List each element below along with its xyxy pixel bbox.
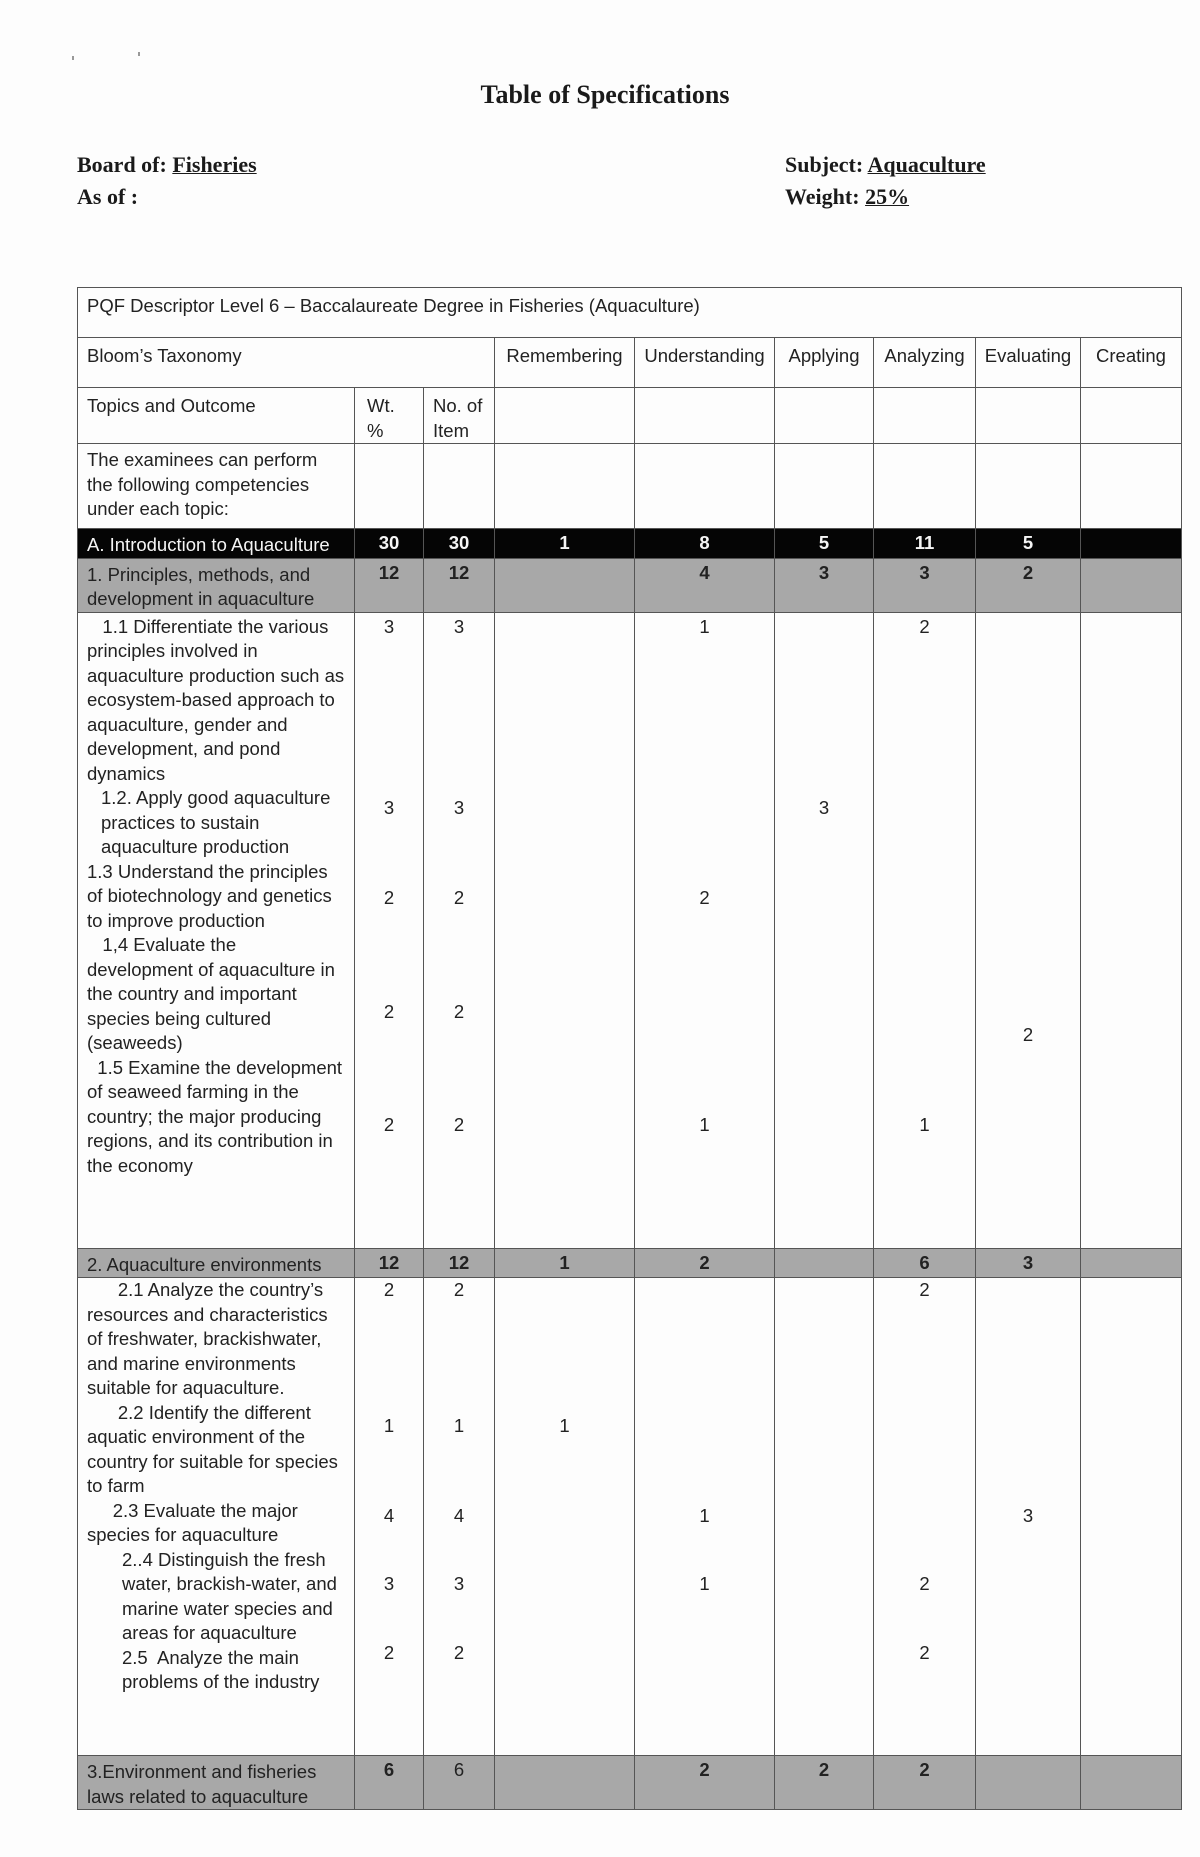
empty-cell [495, 444, 635, 529]
topic-2-creating-column [1081, 1278, 1182, 1756]
outcome-1-2-items: 3 [453, 796, 465, 818]
topic-2-applying-column [775, 1278, 874, 1756]
empty-cell [775, 444, 874, 529]
topic-2-analyzing-column [874, 1278, 976, 1756]
topics-label: Topics and Outcome [78, 388, 355, 444]
outcome-2-3-wt: 4 [383, 1505, 395, 1526]
empty-cell [874, 444, 976, 529]
outcome-1-5-items: 2 [453, 1113, 465, 1135]
outcome-1-3: 1.3 Understand the principles of biotechnology and genetics to improve production [87, 860, 337, 931]
section-a-evaluating: 5 [976, 529, 1081, 559]
outcome-2-1-items: 2 [453, 1279, 465, 1300]
topic-2-applying [775, 1248, 874, 1278]
topic-1-items-column [424, 612, 495, 1248]
outcome-1-3-items: 2 [453, 886, 465, 908]
outcome-2-4-items: 3 [453, 1573, 465, 1594]
empty-cell [976, 388, 1081, 444]
topic-1-understanding-column [635, 612, 775, 1248]
weight-label: Weight: [785, 184, 860, 209]
outcome-1-1-understanding: 1 [699, 615, 710, 637]
topic-3-items: 6 [424, 1756, 495, 1810]
topic-2-remembering-column [495, 1278, 635, 1756]
outcome-2-2-wt: 1 [383, 1415, 395, 1436]
topic-3-wt: 6 [355, 1756, 424, 1810]
as-of-field [77, 184, 138, 210]
topic-1-wt-column [355, 612, 424, 1248]
topic-1-evaluating-column [976, 612, 1081, 1248]
descriptor-row [78, 288, 1182, 338]
outcome-2-1-analyzing: 2 [919, 1279, 930, 1300]
blooms-label: Bloom’s Taxonomy [78, 338, 495, 388]
subject-value: Aquaculture [867, 152, 986, 177]
outcome-2-1-wt: 2 [383, 1279, 395, 1300]
scan-mark [138, 52, 140, 56]
outcome-2-4-analyzing: 2 [919, 1573, 930, 1594]
weight-field [785, 184, 909, 210]
outcome-1-5-analyzing: 1 [919, 1113, 930, 1135]
topic-2-understanding: 2 [635, 1248, 775, 1278]
topic-2-wt-column [355, 1278, 424, 1756]
topic-1-applying-column [775, 612, 874, 1248]
as-of-label: As of : [77, 184, 139, 209]
topic-2-items: 12 [424, 1248, 495, 1278]
descriptor-cell: PQF Descriptor Level 6 – Baccalaureate Degree in Fisheries (Aquaculture) [78, 288, 1182, 338]
topic-2-understanding-column [635, 1278, 775, 1756]
outcome-1-1-items: 3 [453, 615, 465, 637]
topic-2-outcomes [78, 1278, 355, 1756]
blooms-row [78, 338, 1182, 388]
outcome-2-5-items: 2 [453, 1642, 465, 1663]
topic-2-remembering: 1 [495, 1248, 635, 1278]
board-field [77, 152, 257, 178]
empty-cell [424, 444, 495, 529]
topic-3-understanding: 2 [635, 1756, 775, 1810]
section-a-label: A. Introduction to Aquaculture [78, 529, 355, 559]
empty-cell [976, 444, 1081, 529]
topic-2-evaluating: 3 [976, 1248, 1081, 1278]
outcome-1-2-applying: 3 [818, 796, 830, 818]
outcome-2-4: 2..4 Distinguish the fresh water, brackish-water, and marine water species and areas for aquaculture [122, 1548, 343, 1643]
outcome-1-1: 1.1 Differentiate the various principles involved in aquaculture production such as ecosystem-based approach to aquaculture, gender and development, and pond dynamics [87, 615, 350, 784]
topic-1-remembering [495, 558, 635, 612]
topic-2-analyzing: 6 [874, 1248, 976, 1278]
empty-cell [1081, 388, 1182, 444]
outcome-1-5: 1.5 Examine the development of seaweed farming in the country; the major producing regions, and its contribution in the economy [87, 1056, 348, 1176]
board-value: Fisheries [172, 152, 257, 177]
topic-2-label: 2. Aquaculture environments [78, 1248, 355, 1278]
outcome-2-5-analyzing: 2 [919, 1642, 930, 1663]
outcome-2-2-remembering: 1 [559, 1415, 570, 1436]
topic-2-creating [1081, 1248, 1182, 1278]
level-creating: Creating [1081, 338, 1182, 388]
topic-1-applying: 3 [775, 558, 874, 612]
outcome-1-1-analyzing: 2 [919, 615, 930, 637]
wt-label: Wt. % [355, 388, 424, 444]
empty-cell [775, 388, 874, 444]
topic-1-row [78, 558, 1182, 612]
outcome-1-3-wt: 2 [383, 886, 395, 908]
topic-1-wt: 12 [355, 558, 424, 612]
outcome-2-1: 2.1 Analyze the country’s resources and characteristics of freshwater, brackishwater, and marine environments suitable for aquaculture. [87, 1279, 333, 1398]
section-a-applying: 5 [775, 529, 874, 559]
topic-1-creating [1081, 558, 1182, 612]
outcome-2-4-wt: 3 [383, 1573, 395, 1594]
topic-3-analyzing: 2 [874, 1756, 976, 1810]
column-header-row [78, 388, 1182, 444]
subject-field [785, 152, 986, 178]
topic-1-creating-column [1081, 612, 1182, 1248]
subject-label: Subject: [785, 152, 864, 177]
empty-cell [635, 444, 775, 529]
outcome-1-1-wt: 3 [383, 615, 395, 637]
topic-1-label: 1. Principles, methods, and development in aquaculture [78, 558, 355, 612]
outcome-2-3: 2.3 Evaluate the major species for aquaculture [87, 1499, 303, 1545]
outcome-1-2-wt: 3 [383, 796, 395, 818]
items-label: No. of Item [424, 388, 495, 444]
topic-1-analyzing: 3 [874, 558, 976, 612]
section-a-remembering: 1 [495, 529, 635, 559]
outcome-1-4-evaluating: 2 [1022, 1023, 1034, 1045]
outcome-1-5-wt: 2 [383, 1113, 395, 1135]
empty-cell [355, 444, 424, 529]
level-understanding: Understanding [635, 338, 775, 388]
empty-cell [874, 388, 976, 444]
level-evaluating: Evaluating [976, 338, 1081, 388]
topic-3-evaluating [976, 1756, 1081, 1810]
topic-1-remembering-column [495, 612, 635, 1248]
outcome-2-4-understanding: 1 [699, 1573, 710, 1594]
topic-2-wt: 12 [355, 1248, 424, 1278]
topic-3-remembering [495, 1756, 635, 1810]
level-analyzing: Analyzing [874, 338, 976, 388]
section-a-understanding: 8 [635, 529, 775, 559]
outcome-2-3-understanding: 1 [699, 1505, 710, 1526]
specifications-table [77, 287, 1182, 1810]
empty-cell [635, 388, 775, 444]
outcome-1-5-understanding: 1 [699, 1113, 710, 1135]
competency-intro: The examinees can perform the following competencies under each topic: [78, 444, 355, 529]
page-title: Table of Specifications [480, 80, 730, 109]
section-a-wt: 30 [355, 529, 424, 559]
topic-1-understanding: 4 [635, 558, 775, 612]
topic-1-analyzing-column [874, 612, 976, 1248]
outcome-2-2-items: 1 [453, 1415, 465, 1436]
section-a-items: 30 [424, 529, 495, 559]
topic-1-outcomes [78, 612, 355, 1248]
scan-mark [72, 56, 74, 60]
topic-2-evaluating-column [976, 1278, 1081, 1756]
section-a-row [78, 529, 1182, 559]
topic-1-items: 12 [424, 558, 495, 612]
section-a-analyzing: 11 [874, 529, 976, 559]
outcome-1-4-wt: 2 [383, 1000, 395, 1022]
outcome-2-5-wt: 2 [383, 1642, 395, 1663]
topic-1-evaluating: 2 [976, 558, 1081, 612]
empty-cell [1081, 444, 1182, 529]
outcome-2-3-items: 4 [453, 1505, 465, 1526]
outcome-1-3-understanding: 2 [699, 886, 710, 908]
competency-intro-row [78, 444, 1182, 529]
topic-3-creating [1081, 1756, 1182, 1810]
empty-cell [495, 388, 635, 444]
topic-2-items-row [78, 1278, 1182, 1756]
outcome-1-2: 1.2. Apply good aquaculture practices to sustain aquaculture production [101, 787, 336, 857]
topic-1-items-row [78, 612, 1182, 1248]
outcome-1-4: 1,4 Evaluate the development of aquaculture in the country and important species being cultured (seaweeds) [87, 934, 341, 1053]
topic-3-label: 3.Environment and fisheries laws related to aquaculture [78, 1756, 355, 1810]
weight-value: 25% [865, 184, 910, 209]
outcome-1-4-items: 2 [453, 1000, 465, 1022]
topic-2-row [78, 1248, 1182, 1278]
topic-3-applying: 2 [775, 1756, 874, 1810]
level-remembering: Remembering [495, 338, 635, 388]
level-applying: Applying [775, 338, 874, 388]
outcome-2-2: 2.2 Identify the different aquatic environment of the country for suitable for species to farm [87, 1401, 344, 1496]
topic-3-row [78, 1756, 1182, 1810]
outcome-2-5: 2.5 Analyze the main problems of the industry [122, 1646, 320, 1692]
section-a-creating [1081, 529, 1182, 559]
outcome-2-3-evaluating: 3 [1022, 1505, 1034, 1526]
topic-2-items-column [424, 1278, 495, 1756]
board-label: Board of: [77, 152, 167, 177]
